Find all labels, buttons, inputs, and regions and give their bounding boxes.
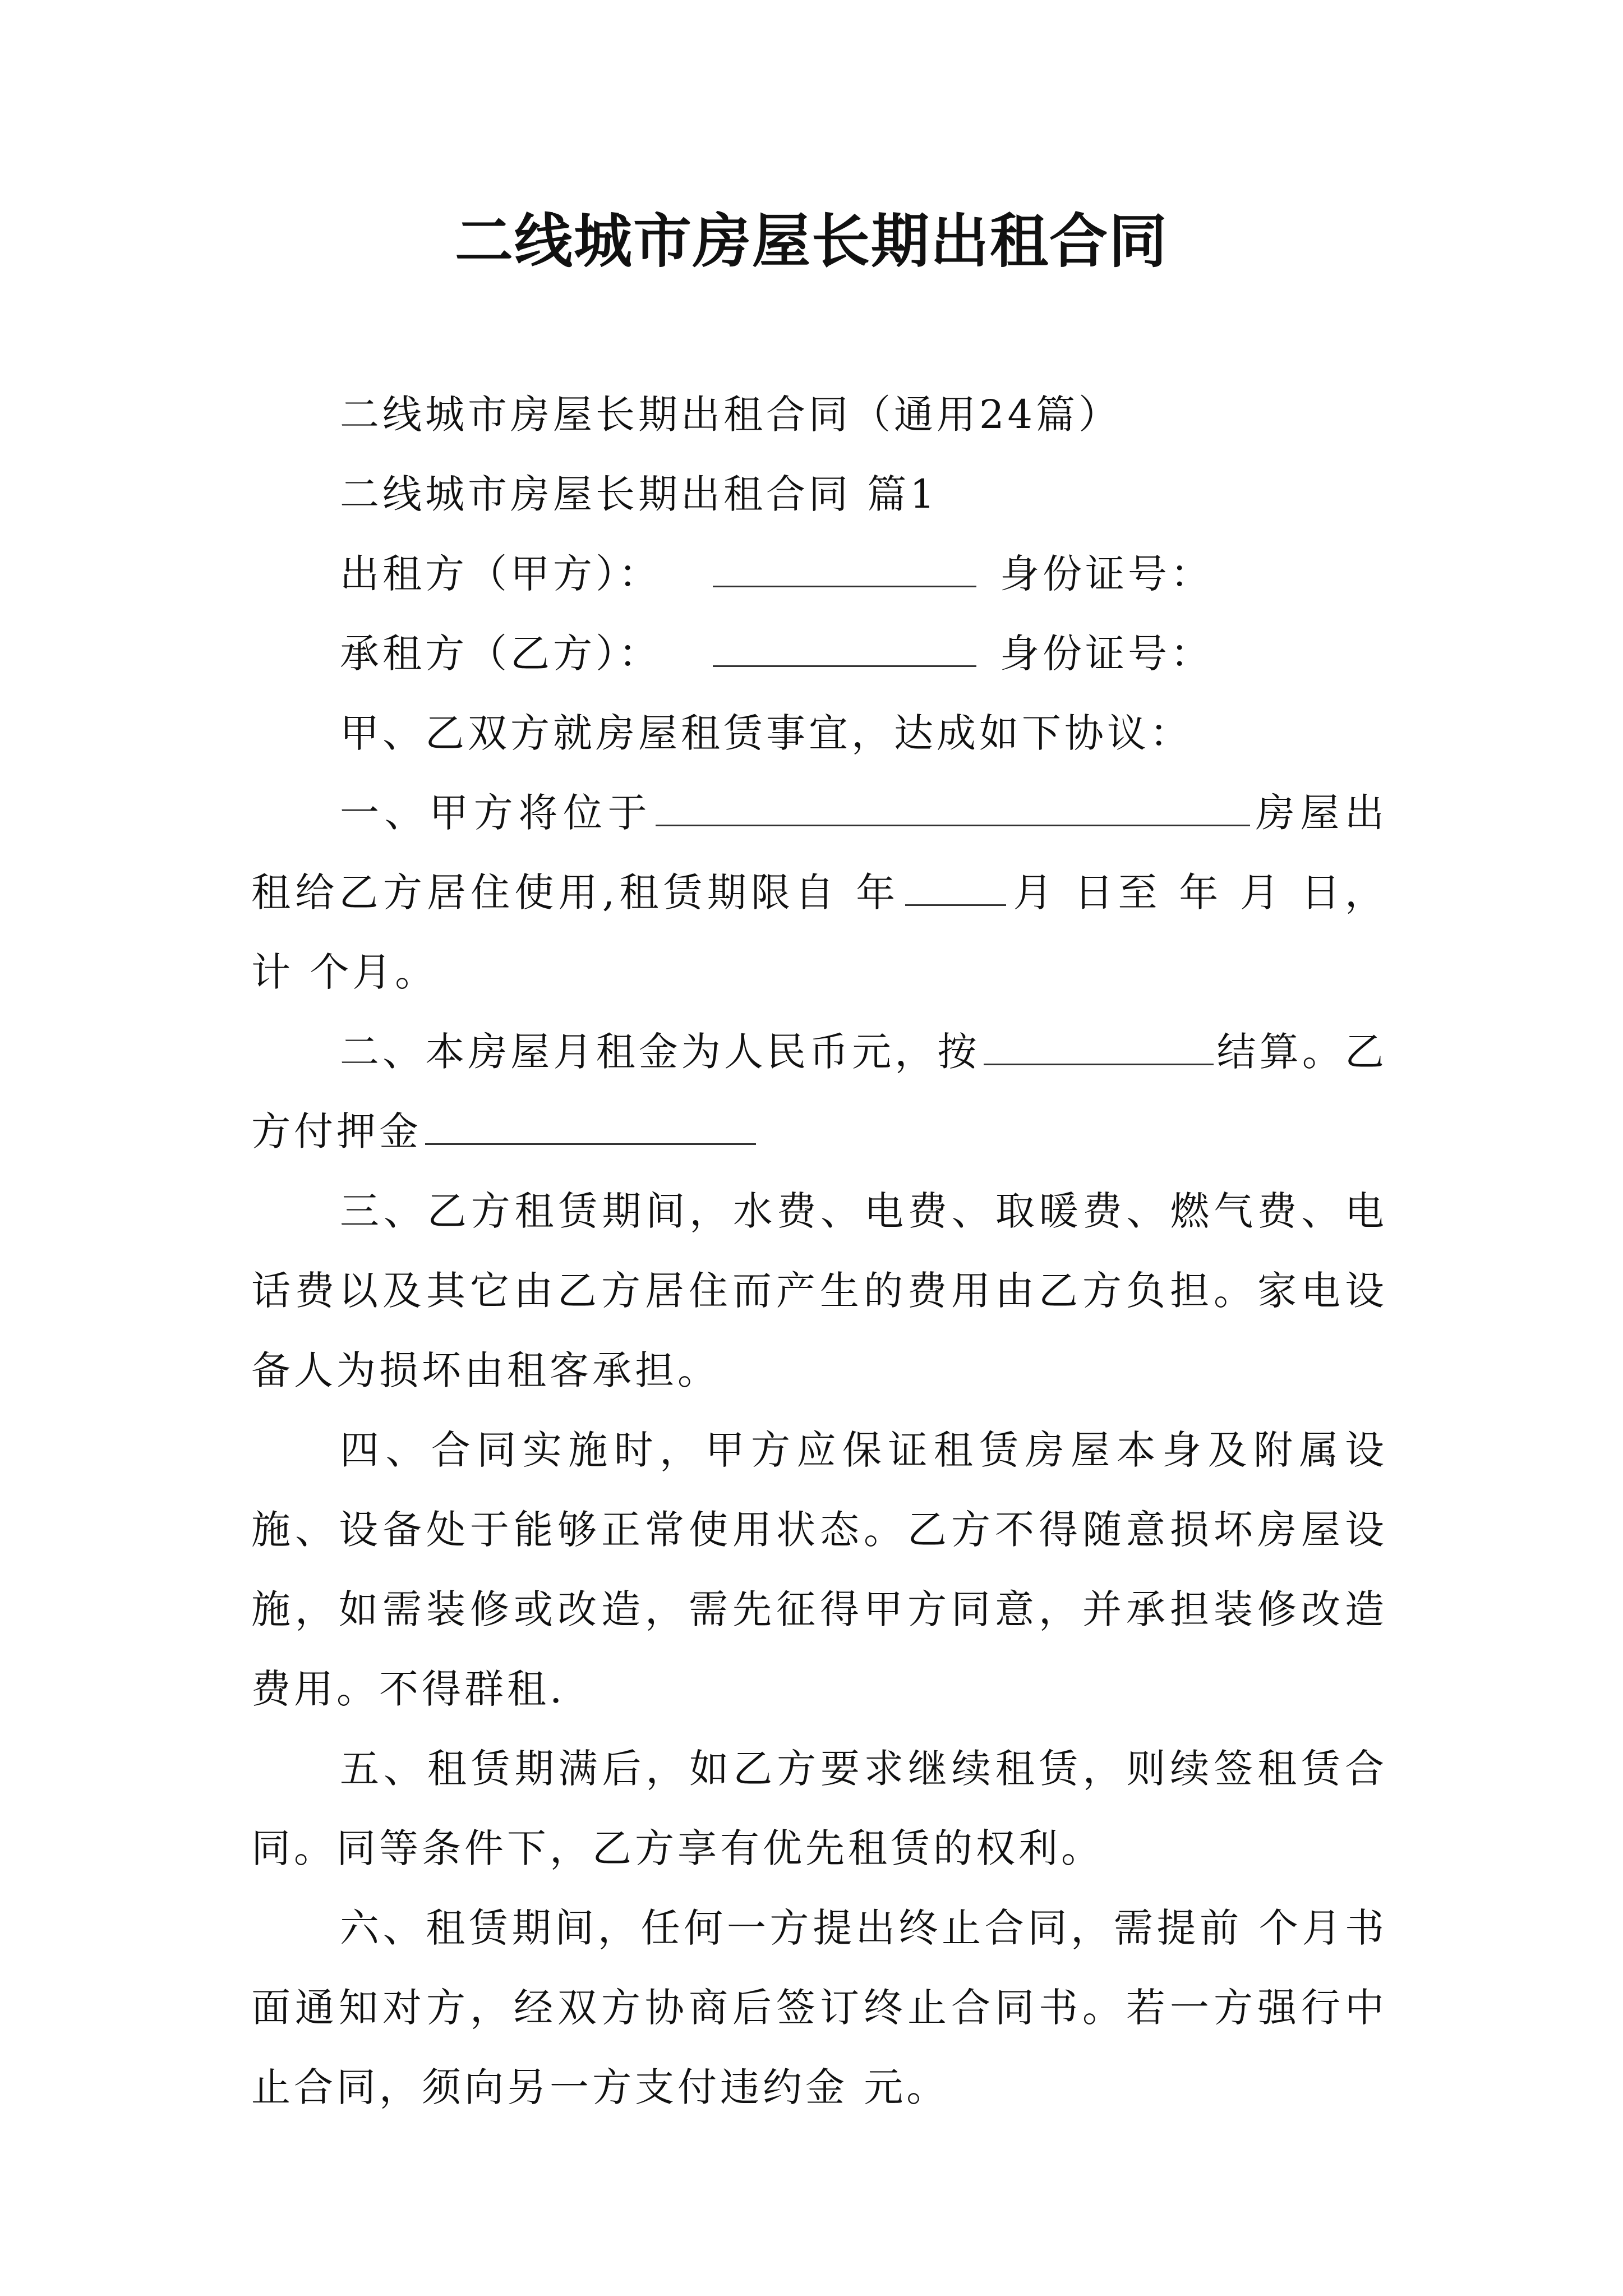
lessor-name-blank	[713, 551, 976, 587]
lessee-id-label: 身份证号：	[1000, 631, 1213, 677]
clause-2	[251, 1012, 1387, 1171]
lessor-line	[251, 534, 1387, 614]
document-body	[251, 375, 1387, 2127]
document-subtitle: 二线城市房屋长期出租合同（通用24篇）	[340, 392, 1122, 438]
document-title: 二线城市房屋长期出租合同	[454, 206, 1168, 275]
lessor-label: 出租方（甲方）：	[340, 551, 661, 597]
clause-2-part-a: 二、本房屋月租金为人民币元，按	[340, 1029, 980, 1075]
clause-6: 六、租赁期间，任何一方提出终止合同，需提前 个月书面通知对方，经双方协商后签订终止合同书。若一方强行中止合同，须向另一方支付违约金 元。	[251, 1905, 1387, 2110]
clause-1-part-a: 一、甲方将位于	[340, 790, 653, 836]
clause-1	[251, 773, 1387, 1012]
clause-3: 三、乙方租赁期间，水费、电费、取暖费、燃气费、电话费以及其它由乙方居住而产生的费用由乙方负担。家电设备人为损坏由租客承担。	[251, 1188, 1387, 1393]
clause-2-part-b: 结算。乙方付押金	[251, 1029, 1387, 1154]
clause-1-part-b: 房屋出租给乙方居住使用,租赁期限自 年	[251, 790, 1388, 915]
clause-1-part-c: 月 日至 年 月 日，计 个月。	[251, 869, 1387, 995]
lessee-line	[251, 614, 1387, 693]
lessee-label: 承租方（乙方）：	[340, 631, 661, 677]
section-heading: 二线城市房屋长期出租合同 篇1	[340, 471, 938, 517]
location-blank	[656, 790, 1250, 826]
deposit-blank	[425, 1108, 756, 1145]
intro-paragraph: 甲、乙双方就房屋租赁事宜，达成如下协议：	[340, 710, 1192, 756]
clause-4: 四、合同实施时，甲方应保证租赁房屋本身及附属设施、设备处于能够正常使用状态。乙方不得随意损坏房屋设施，如需装修或改造，需先征得甲方同意，并承担装修改造费用。不得群租.	[251, 1427, 1387, 1712]
month-blank	[905, 869, 1006, 906]
clause-5: 五、租赁期满后，如乙方要求继续租赁，则续签租赁合同。同等条件下，乙方享有优先租赁的权利。	[251, 1746, 1387, 1871]
lessee-name-blank	[713, 631, 976, 667]
settlement-blank	[984, 1029, 1214, 1065]
lessor-id-label: 身份证号：	[1000, 551, 1213, 597]
